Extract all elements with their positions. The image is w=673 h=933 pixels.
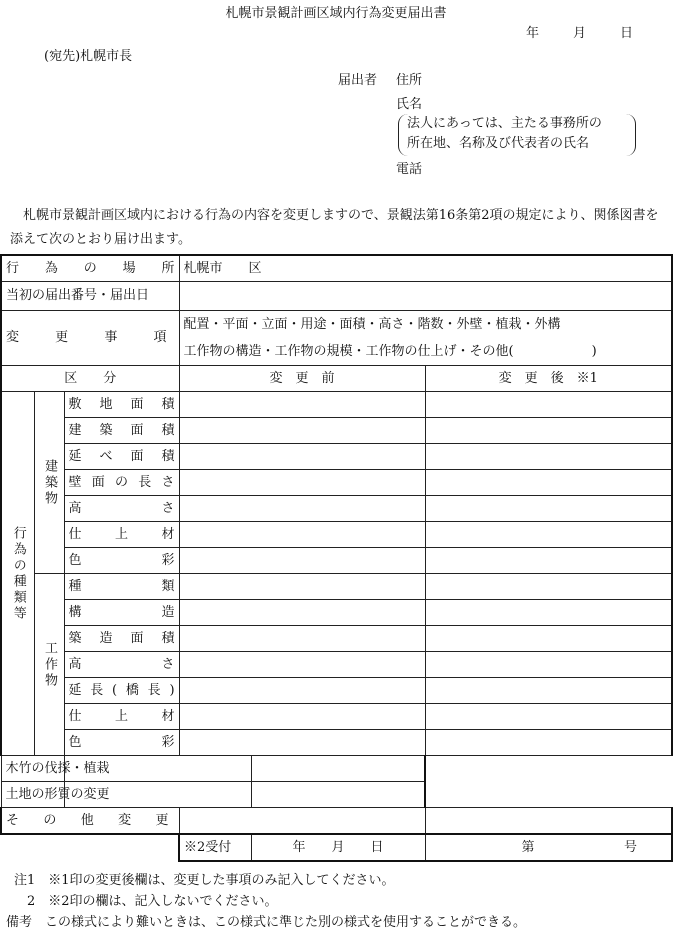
structure-label: 工作物 xyxy=(42,640,57,689)
change-items-line2[interactable]: 工作物の構造・工作物の規模・工作物の仕上げ・その他( ) xyxy=(179,338,672,366)
before-header: 変 更 前 xyxy=(179,366,425,392)
structure-item: 構造 xyxy=(64,600,179,626)
building-item: 壁面の長さ xyxy=(64,470,179,496)
building-item: 建築面積 xyxy=(64,418,179,444)
category-header: 区 分 xyxy=(1,366,179,392)
act-type-label: 行為の種類等 xyxy=(10,525,26,622)
before-cell[interactable] xyxy=(179,652,425,678)
after-cell[interactable] xyxy=(425,626,672,652)
other-change-cell xyxy=(1,808,179,835)
before-cell[interactable] xyxy=(179,808,425,835)
submission-date xyxy=(526,22,633,41)
phone-label: 電話 xyxy=(396,162,423,177)
initial-number-value[interactable] xyxy=(179,282,672,311)
before-cell[interactable] xyxy=(179,626,425,652)
notes xyxy=(6,870,527,933)
receipt-number-prefix: 第 xyxy=(521,839,535,855)
after-cell[interactable] xyxy=(425,392,672,418)
receipt-number-suffix: 号 xyxy=(624,839,638,855)
change-notification-table xyxy=(0,254,673,862)
after-cell[interactable] xyxy=(425,600,672,626)
structure-item: 種類 xyxy=(64,574,179,600)
change-items-label-cell xyxy=(1,311,179,366)
receipt-date: 年 月 日 xyxy=(251,834,425,861)
building-item: 色彩 xyxy=(64,548,179,574)
name-label: 氏名 xyxy=(396,97,423,112)
land-change-label: 土地の形質の変更 xyxy=(5,786,110,802)
before-cell[interactable] xyxy=(179,574,425,600)
land-change-cell xyxy=(1,782,110,808)
receipt-label: ※2受付 xyxy=(179,834,251,861)
structure-item: 色彩 xyxy=(64,730,179,756)
after-cell[interactable] xyxy=(251,756,425,782)
change-items-label: 変更事項 xyxy=(6,330,167,345)
after-cell[interactable] xyxy=(425,496,672,522)
after-cell[interactable] xyxy=(425,704,672,730)
before-cell[interactable] xyxy=(179,496,425,522)
building-label: 建築物 xyxy=(42,458,57,507)
after-cell[interactable] xyxy=(425,574,672,600)
building-group-cell xyxy=(34,392,64,574)
after-cell[interactable] xyxy=(425,444,672,470)
date-year-label: 年 xyxy=(526,26,540,41)
declaration-text xyxy=(10,204,670,252)
structure-item: 高さ xyxy=(64,652,179,678)
before-cell[interactable] xyxy=(179,704,425,730)
after-cell[interactable] xyxy=(251,782,425,808)
change-items-line1[interactable]: 配置・平面・立面・用途・面積・高さ・階数・外壁・植栽・外構 xyxy=(179,311,672,339)
before-cell[interactable] xyxy=(179,418,425,444)
before-cell[interactable] xyxy=(179,444,425,470)
other-change-label: その他変更 xyxy=(6,812,169,828)
note-1: 注1 ※1印の変更後欄は、変更した事項のみ記入してください。 xyxy=(14,873,395,888)
blank-cell xyxy=(1,834,179,861)
initial-number-label: 当初の届出番号・届出日 xyxy=(1,282,179,311)
receipt-number xyxy=(425,834,672,861)
after-cell[interactable] xyxy=(425,548,672,574)
before-cell[interactable] xyxy=(179,470,425,496)
declaration-paragraph: 札幌市景観計画区域内における行為の内容を変更しますので、景観法第16条第2項の規定により、関係図書を添えて次のとおり届け出ます。 xyxy=(10,208,659,247)
building-item: 仕上材 xyxy=(64,522,179,548)
structure-item: 築造面積 xyxy=(64,626,179,652)
building-item: 高さ xyxy=(64,496,179,522)
before-cell[interactable] xyxy=(179,548,425,574)
applicant-label: 届出者 xyxy=(338,73,378,88)
tree-cutting-label: 木竹の伐採・植栽 xyxy=(5,760,110,776)
after-cell[interactable] xyxy=(425,678,672,704)
tree-cutting-cell xyxy=(1,756,110,782)
corporation-note-line2: 所在地、名称及び代表者の氏名 xyxy=(407,136,590,151)
building-item: 延べ面積 xyxy=(64,444,179,470)
before-cell[interactable] xyxy=(179,678,425,704)
structure-item: 延長(橋長) xyxy=(64,678,179,704)
remarks: 備考 この様式により難いときは、この様式に準じた別の様式を使用することができる。 xyxy=(6,915,527,930)
address-label: 住所 xyxy=(396,73,423,88)
addressee: (宛先)札幌市長 xyxy=(44,49,133,64)
note-2: 2 ※2印の欄は、記入しないでください。 xyxy=(14,894,278,909)
before-cell[interactable] xyxy=(179,600,425,626)
location-label-cell xyxy=(1,255,179,282)
location-value-cell[interactable]: 札幌市 区 xyxy=(179,255,672,282)
after-cell[interactable] xyxy=(425,808,672,835)
after-header: 変 更 後 ※1 xyxy=(425,366,672,392)
location-label: 行為の場所 xyxy=(6,260,175,276)
after-cell[interactable] xyxy=(425,730,672,756)
structure-item: 仕上材 xyxy=(64,704,179,730)
date-day-label: 日 xyxy=(620,26,634,41)
after-cell[interactable] xyxy=(425,470,672,496)
corporation-note-line1: 法人にあっては、主たる事務所の xyxy=(407,116,602,131)
act-type-cell xyxy=(1,392,34,756)
date-month-label: 月 xyxy=(573,26,587,41)
after-cell[interactable] xyxy=(425,418,672,444)
corporation-note xyxy=(398,114,636,156)
before-cell[interactable] xyxy=(179,392,425,418)
form-title: 札幌市景観計画区域内行為変更届出書 xyxy=(225,6,447,21)
building-item: 敷地面積 xyxy=(64,392,179,418)
before-cell[interactable] xyxy=(179,730,425,756)
after-cell[interactable] xyxy=(425,522,672,548)
after-cell[interactable] xyxy=(425,652,672,678)
before-cell[interactable] xyxy=(179,522,425,548)
structure-group-cell xyxy=(34,574,64,756)
